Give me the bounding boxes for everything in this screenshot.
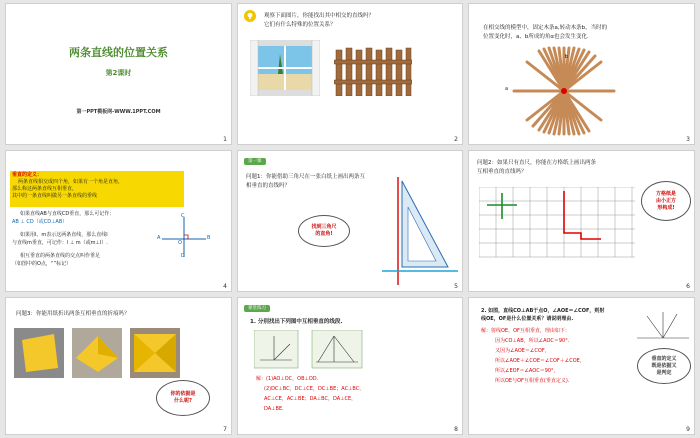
- definition-line-1: 两条直线相交成四个角，如果有一个角是直角，: [18, 179, 124, 185]
- slide-number: 1: [223, 136, 227, 143]
- exercise-title: 1. 分别找出下列图中互相垂直的线段.: [250, 319, 343, 325]
- slide-2-thumbnail[interactable]: [237, 3, 463, 145]
- folded-paper-photos: [14, 328, 180, 378]
- slide-8-thumbnail[interactable]: [237, 297, 463, 435]
- slide-3-thumbnail[interactable]: [468, 3, 695, 145]
- question-line-2: 它们有什么特殊的位置关系？: [264, 22, 336, 28]
- hint-bubble: 方格纸是 由小正方 形构成!: [641, 181, 691, 221]
- question-line-1: 2. 如图，直线CO⊥AB于点O，∠AOE＝∠COF，则射: [481, 308, 605, 314]
- slide-number: 8: [454, 426, 458, 433]
- answer-line-1: 解：(1)AO⊥OC，OB⊥OD.: [256, 376, 319, 382]
- section-tag: 第一课: [244, 158, 266, 165]
- exercise-figures: [254, 330, 364, 370]
- definition-line-3: 其中的一条直线叫做另一条直线的垂线: [12, 193, 98, 199]
- section-tag: 课堂练习: [244, 305, 270, 312]
- definition-line-2: 那么称这两条直线互相垂直，: [12, 186, 78, 192]
- slide-number: 6: [686, 283, 690, 290]
- question-line-1: 问题2：如果只有直尺，你能在方格纸上画出两条: [477, 160, 597, 166]
- question-line-1: 问题3：你能用纸折出两条互相垂直的折痕吗？: [16, 311, 130, 317]
- slide-4-thumbnail[interactable]: [5, 150, 232, 292]
- question-line-1: 观察下面图片，你能找出其中相交的直线吗？: [264, 13, 375, 19]
- slide-5-thumbnail[interactable]: [237, 150, 463, 292]
- question-line-2: 相垂直的直线吗？: [246, 183, 291, 189]
- solution-line-2: 因为CO⊥AB，所以∠AOC＝90°.: [495, 338, 570, 344]
- slide-number: 9: [686, 426, 690, 433]
- rotating-sticks-diagram: [509, 46, 619, 136]
- slide-number: 4: [223, 283, 227, 290]
- label-a: a: [505, 86, 509, 92]
- fence-image: [334, 46, 412, 96]
- slide-number: 2: [454, 136, 458, 143]
- slide-title: 两条直线的位置关系: [69, 46, 168, 59]
- bulb-icon: [244, 10, 256, 22]
- definition-title: 垂直的定义：: [12, 172, 43, 178]
- answer-line-4: DA⊥BE.: [264, 406, 284, 412]
- label-C: C: [181, 213, 185, 219]
- solution-line-1: 解：射线OE，OF互相垂直，理由如下：: [481, 328, 570, 334]
- para-1b: AB ⊥ CD（或CD⊥AB）: [12, 219, 68, 225]
- slide-number: 7: [223, 426, 227, 433]
- solution-line-6: 所以OE与OF互相垂直(垂直定义).: [495, 378, 570, 384]
- para-3b: （如图中的O点，“”标记）: [12, 261, 72, 267]
- slide-footer: 第一PPT模板网-WWW.1PPT.COM: [76, 109, 161, 115]
- label-D: D: [181, 253, 185, 259]
- label-b: b: [565, 54, 569, 60]
- text-line-2: 位置变化时，a、b所成的角α也会发生变化.: [483, 34, 589, 40]
- label-A: A: [157, 235, 161, 241]
- para-1: 如果直线AB与直线CD垂直，那么可记作：: [20, 211, 115, 217]
- slide-number: 5: [454, 283, 458, 290]
- angle-diagram: [635, 310, 691, 344]
- triangle-ruler-drawing: [378, 175, 460, 287]
- hint-bubble: 垂直的定义 既是依据又 是判定: [637, 348, 691, 384]
- slide-9-thumbnail[interactable]: [468, 297, 695, 435]
- answer-line-3: AC⊥CE，AC⊥BE；DA⊥BC，DA⊥CE，: [264, 396, 357, 402]
- slide-7-thumbnail[interactable]: [5, 297, 232, 435]
- question-line-2: 互相垂直的直线吗？: [477, 169, 527, 175]
- slide-subtitle: 第2课时: [105, 69, 132, 77]
- label-O: O: [178, 240, 182, 246]
- para-3: 相互垂直的两条直线的交点叫作垂足: [20, 253, 101, 259]
- answer-line-2: (2)DC⊥BC，DC⊥CE，DC⊥BE；AC⊥BC，: [264, 386, 365, 392]
- solution-line-3: 又因为∠AOE＝∠COF，: [495, 348, 550, 354]
- para-2: 如果用l、m表示这两条直线，那么直线l: [20, 232, 108, 238]
- text-line-1: 在相交线的模型中，固定木条a,转动木条b，当时的: [483, 25, 608, 31]
- solution-line-5: 所以∠EOF＝∠AOC＝90°，: [495, 368, 559, 374]
- grid-paper: [479, 187, 635, 261]
- label-B: B: [207, 235, 211, 241]
- question-line-1: 问题1：你能借助三角尺在一张白纸上画出两条互: [246, 174, 366, 180]
- hint-bubble: 找到三角尺 的直角!: [298, 215, 350, 247]
- slide-1-thumbnail[interactable]: [5, 3, 232, 145]
- solution-line-4: 所以∠AOE＋∠COE＝∠COF＋∠COE，: [495, 358, 585, 364]
- para-2b: 与直线m垂直，可记作：l ⊥ m（或m⊥l）.: [12, 240, 108, 246]
- hint-bubble: 你的依据是 什么呢?: [156, 380, 210, 416]
- slide-number: 3: [686, 136, 690, 143]
- slide-6-thumbnail[interactable]: [468, 150, 695, 292]
- window-image: [250, 40, 320, 96]
- question-line-2: 线OE，OF是什么位置关系？请说明理由.: [481, 316, 574, 322]
